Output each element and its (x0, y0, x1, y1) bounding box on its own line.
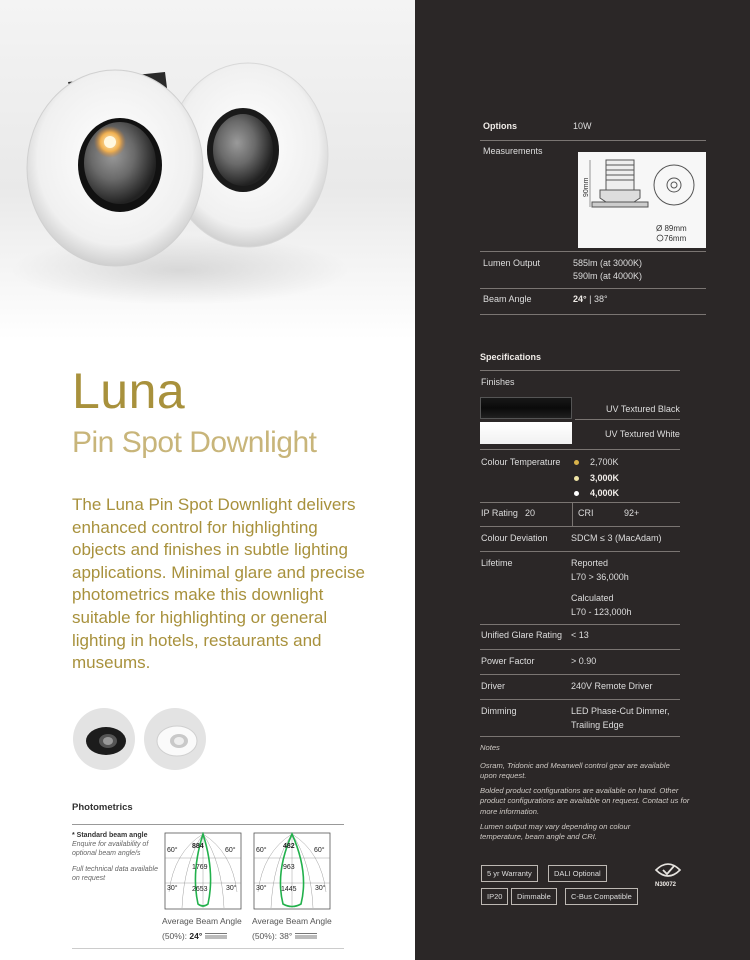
polar-value: 1769 (192, 864, 208, 871)
dimming-label: Dimming (481, 706, 517, 716)
note-bolded-configs: Bolded product configurations are available on hand. Other product configurations are available on request. Contact us for more information. (480, 786, 690, 816)
full-data-note: Full technical data available on request (72, 866, 158, 882)
divider (480, 449, 680, 450)
options-label: Options (483, 121, 517, 131)
divider (480, 551, 680, 552)
photometrics-divider (72, 824, 344, 825)
dimmable-badge: Dimmable (511, 888, 557, 905)
ugr-label: Unified Glare Rating (481, 630, 563, 640)
options-value: 10W (573, 121, 592, 131)
dimming-value-1: LED Phase-Cut Dimmer, (571, 706, 670, 716)
cert-number: N30072 (655, 882, 677, 888)
diameter-dimension: Ø 89mm (656, 224, 687, 233)
finish-white-swatch[interactable] (480, 422, 572, 444)
beam-primary: 24° (573, 294, 587, 304)
specifications-title: Specifications (480, 352, 542, 362)
avg-beam-value: 24° (189, 931, 203, 941)
lifetime-reported-value: L70 > 36,000h (571, 572, 629, 582)
enquire-note: Enquire for availability of optional beam angle/s (72, 841, 149, 857)
note-lumen-output: Lumen output may vary depending on colour temperature, beam angle and CRI. (480, 822, 631, 842)
beam-angle-caption-38 (252, 914, 332, 944)
lifetime-calculated: Calculated (571, 593, 614, 603)
product-description: The Luna Pin Spot Downlight delivers enhanced control for highlighting objects and finishes in subtle lighting applications. Minimal glare and precise photometrics make this downlight suitable for highlighting or general lighting in hotels, restaurants and museums. (72, 495, 365, 673)
lifetime-label: Lifetime (481, 558, 513, 568)
polar-chart-38 (253, 832, 331, 910)
beam-angle-values (573, 294, 608, 304)
polar-angle: 60° (167, 847, 178, 854)
ip-rating-label: IP Rating (481, 508, 518, 518)
divider (480, 624, 680, 625)
polar-angle: 30° (256, 885, 267, 892)
beam-secondary: 38° (594, 294, 608, 304)
divider (480, 674, 680, 675)
product-name: Luna (72, 363, 186, 419)
divider (480, 736, 680, 737)
white-downlight-thumb-icon (144, 708, 206, 770)
ugr-value: < 13 (571, 630, 589, 640)
ip-badge: IP20 (481, 888, 508, 905)
cri-value: 92+ (624, 508, 640, 518)
driver-label: Driver (481, 681, 505, 691)
temp-3000-dot-icon (574, 476, 579, 481)
ip-rating-value: 20 (525, 508, 536, 518)
note-control-gear: Osram, Tridonic and Meanwell control gear are available upon request. (480, 761, 670, 781)
divider (480, 314, 706, 315)
photometrics-title: Photometrics (72, 802, 133, 813)
temp-2700-dot-icon (574, 460, 579, 465)
luminaire-illustration (0, 0, 415, 340)
colour-deviation-value: SDCM ≤ 3 (MacAdam) (571, 533, 662, 543)
polar-angle: 30° (167, 885, 178, 892)
avg-beam-pct: (50%): (162, 931, 188, 941)
product-hero-image (0, 0, 415, 340)
rcm-certification-icon (654, 860, 682, 880)
polar-value: 2653 (192, 886, 208, 893)
black-downlight-thumb-icon (73, 708, 135, 770)
polar-angle: 60° (225, 847, 236, 854)
beam-separator: | (589, 294, 592, 304)
thumbnail-white-finish[interactable] (144, 708, 206, 770)
power-factor-label: Power Factor (481, 656, 535, 666)
colour-deviation-label: Colour Deviation (481, 533, 548, 543)
avg-beam-pct: (50%): (252, 931, 278, 941)
divider (575, 419, 680, 420)
warranty-badge: 5 yr Warranty (481, 865, 538, 882)
polar-angle: 30° (226, 885, 237, 892)
beam-angle-label: Beam Angle (483, 294, 532, 304)
divider (480, 288, 706, 289)
thumbnail-black-finish[interactable] (73, 708, 135, 770)
divider (480, 370, 680, 371)
finish-black-swatch[interactable] (480, 397, 572, 419)
lifetime-calculated-value: L70 - 123,000h (571, 607, 632, 617)
finish-black-label: UV Textured Black (606, 404, 680, 414)
notes-title: Notes (480, 743, 500, 752)
divider (480, 502, 680, 503)
cri-label: CRI (578, 508, 594, 518)
lumen-output-4000k: 590lm (at 4000K) (573, 271, 643, 281)
polar-value: 963 (283, 864, 295, 871)
lumen-output-3000k: 585lm (at 3000K) (573, 258, 643, 268)
photometrics-notes (72, 831, 162, 883)
finishes-label: Finishes (481, 377, 515, 387)
measurements-label: Measurements (483, 146, 543, 156)
dimming-value-2: Trailing Edge (571, 720, 624, 730)
polar-value: 884 (192, 843, 204, 850)
height-dimension: 90mm (583, 177, 590, 197)
dali-badge: DALI Optional (548, 865, 607, 882)
cbus-badge: C-Bus Compatible (565, 888, 638, 905)
beam-lines-icon (205, 933, 227, 940)
lumen-output-label: Lumen Output (483, 258, 541, 268)
driver-value: 240V Remote Driver (571, 681, 653, 691)
temp-4000: 4,000K (590, 488, 620, 498)
lifetime-reported: Reported (571, 558, 609, 568)
standard-beam-note: * Standard beam angle (72, 832, 148, 839)
finish-white-label: UV Textured White (605, 429, 680, 439)
divider (480, 251, 706, 252)
beam-lines-icon (295, 933, 317, 940)
photometrics-bottom-divider (72, 948, 344, 949)
polar-angle: 30° (315, 885, 326, 892)
polar-chart-24 (164, 832, 242, 910)
measurement-diagram (578, 152, 706, 248)
power-factor-value: > 0.90 (571, 656, 597, 666)
divider (480, 699, 680, 700)
temp-3000: 3,000K (590, 473, 620, 483)
temp-2700: 2,700K (590, 457, 619, 467)
beam-angle-caption-24 (162, 914, 242, 944)
polar-value: 1445 (281, 886, 297, 893)
divider (480, 140, 706, 141)
avg-beam-label: Average Beam Angle (162, 916, 242, 926)
divider (480, 649, 680, 650)
product-subtitle: Pin Spot Downlight (72, 426, 317, 459)
divider (480, 526, 680, 527)
polar-angle: 60° (256, 847, 267, 854)
colour-temperature-label: Colour Temperature (481, 457, 561, 467)
divider-vertical (572, 502, 573, 526)
avg-beam-label: Average Beam Angle (252, 916, 332, 926)
polar-value: 482 (283, 843, 295, 850)
polar-angle: 60° (314, 847, 325, 854)
avg-beam-value: 38° (279, 931, 293, 941)
cutout-dimension: 76mm (664, 234, 687, 243)
temp-4000-dot-icon (574, 491, 579, 496)
